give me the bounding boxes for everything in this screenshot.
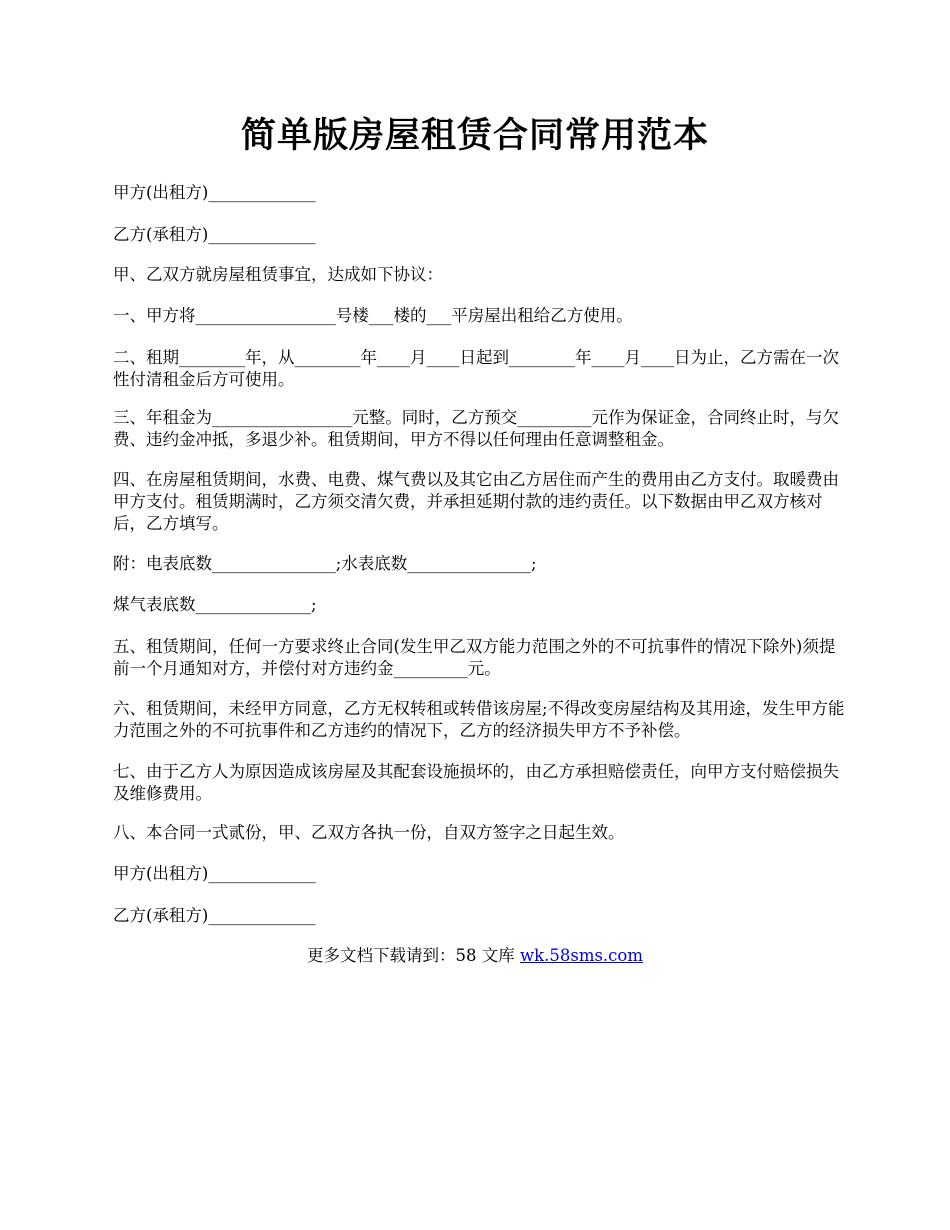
party-a-line: 甲方(出租方)_____________: [113, 183, 316, 202]
footer-link[interactable]: wk.58sms.com: [519, 946, 643, 965]
clause-2: 二、租期________年，从________年____月____日起到________年____月____日为止，乙方需在一次性付清租金后方可使用。: [113, 348, 839, 389]
clause-3: 三、年租金为_________________元整。同时，乙方预交_________元作为保证金，合同终止时，与欠费、违约金冲抵，多退少补。租赁期间，甲方不得以任何理由任意调整租金。: [113, 408, 839, 449]
signature-party-b: 乙方(承租方)_____________: [113, 906, 316, 925]
footer-text: 更多文档下载请到：58 文库: [306, 946, 520, 965]
clause-8: 八、本合同一式贰份，甲、乙双方各执一份，自双方签字之日起生效。: [113, 823, 625, 842]
clause-7: 七、由于乙方人为原因造成该房屋及其配套设施损坏的，由乙方承担赔偿责任，向甲方支付赔偿损失及维修费用。: [113, 762, 839, 803]
attachment-meter-readings: 附：电表底数_______________;水表底数_______________;: [113, 554, 537, 573]
clause-6: 六、租赁期间，未经甲方同意，乙方无权转租或转借该房屋;不得改变房屋结构及其用途，发生甲方能力范围之外的不可抗事件和乙方违约的情况下，乙方的经济损失甲方不予补偿。: [113, 699, 845, 740]
clause-5: 五、租赁期间，任何一方要求终止合同(发生甲乙双方能力范围之外的不可抗事件的情况下除外)须提前一个月通知对方，并偿付对方违约金_________元。: [113, 637, 836, 678]
document-title: 简单版房屋租赁合同常用范本: [240, 115, 709, 156]
gas-meter-reading: 煤气表底数______________;: [113, 595, 317, 614]
signature-party-a: 甲方(出租方)_____________: [113, 864, 316, 883]
party-b-line: 乙方(承租方)_____________: [113, 225, 316, 244]
download-footer: [0, 944, 950, 968]
clause-1: 一、甲方将_________________号楼___楼的___平房屋出租给乙方使用。: [113, 306, 633, 325]
clause-4: 四、在房屋租赁期间，水费、电费、煤气费以及其它由乙方居住而产生的费用由乙方支付。取暖费由甲方支付。租赁期满时，乙方须交清欠费，并承担延期付款的违约责任。以下数据由甲乙双方核对后，乙方填写。: [113, 470, 839, 533]
agreement-intro: 甲、乙双方就房屋租赁事宜，达成如下协议：: [113, 265, 443, 284]
